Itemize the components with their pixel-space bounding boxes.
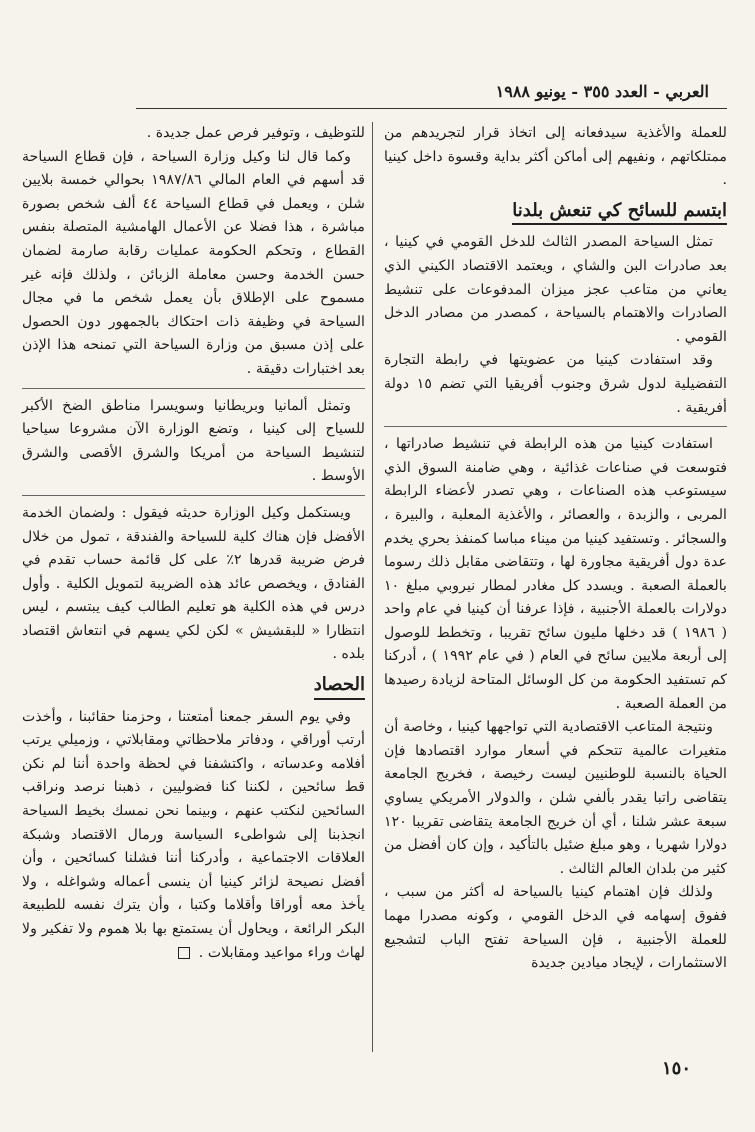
page-number: ١٥٠ bbox=[661, 1058, 691, 1079]
paragraph-separator bbox=[22, 388, 365, 389]
paragraph: وتمثل ألمانيا وبريطانيا وسويسرا مناطق الضخ الأكبر للسياح إلى كينيا ، وتضع الوزارة الآن مشروعا سياحيا لتنشيط السياحة من أمريكا والشرق الأقصى والشرق الأوسط . bbox=[22, 397, 365, 485]
paragraph: ونتيجة المتاعب الاقتصادية التي تواجهها كينيا ، وخاصة أن متغيرات عالمية تتحكم في أسعار موارد اقتصادها فإن الحياة بالنسبة للوطنيين ليست رخيصة ، فخريج الجامعة يتقاضى راتبا يقدر بألفي شلن ، والدولار الأمريكي يساوي سبعة عشر شلنا ، أي أن خريج الجامعة يتقاضى تقريبا ١٢٠ دولارا شهريا ، وهو مبلغ ضئيل بالتأكيد ، وإن كان أفضل من كثير من بلدان العالم الثالث . bbox=[384, 719, 727, 877]
paragraph: ويستكمل وكيل الوزارة حديثه فيقول : ولضمان الخدمة الأفضل فإن هناك كلية للسياحة والفندقة ، تمول من خلال فرض ضريبة قدرها ٢٪ على كل قائمة حساب تقدم في الفنادق ، ويخصص عائد هذه الضريبة لتمويل الكلية . وأول درس في هذه الكلية هو تعليم الطالب كيف يبتسم ، ليس انتظارا « للبقشيش » لكن لكي يسهم في انتعاش اقتصاد بلده . bbox=[22, 504, 365, 663]
running-header: العربي - العدد ٣٥٥ - يونيو ١٩٨٨ bbox=[495, 82, 709, 101]
end-of-article-mark bbox=[178, 947, 190, 959]
paragraph-text: وفي يوم السفر جمعنا أمتعتنا ، وحزمنا حقائبنا ، وأخذت أرتب أوراقي ، ودفاتر ملاحظاتي ومقابلاتي ، وزميلي يرتب أفلامه وعدساته ، واكتشفنا في لحظة واحدة أننا لم نكن قط سائحين ، لكننا كنا فضوليين ، ذهبنا نرصد ونراقب السائحين لنكتب عنهم ، وبينما نحن نمسك بخيط السياحة انجذبنا إلى شواطىء السياسة ورمال الاقتصاد وشبكة العلاقات الاجتماعية ، وأدركنا أننا فشلنا كسائحين ، وأن أفضل نصيحة لزائر كينيا أن ينسى أعماله وشواغله ، ولا يأخذ معه أوراقا وأقلاما وكتبا ، وأن يترك نفسه للطبيعة البكر الرائعة ، ويحاول أن يستمتع بها بلا هموم ولا تفكير ولا لهاث وراء مواعيد ومقابلات . bbox=[22, 708, 365, 961]
section-heading-harvest: الحصاد bbox=[314, 673, 365, 700]
paragraph-separator bbox=[384, 426, 727, 427]
paragraph: استفادت كينيا من هذه الرابطة في تنشيط صادراتها ، فتوسعت في صناعات غذائية ، وهي ضامنة السوق الذي سيستوعب هذه الصناعات ، وهي تصدر لأعضاء الرابطة المربى ، والزبدة ، والعصائر ، والأغذية المعلبة ، والبيرة ، والسجائر . وتستفيد كينيا من ميناء مباسا كمنفذ بحري يخدم عدة دول أفريقية مجاورة لها ، وتتقاضى مقابل ذلك رسوما بالعملة الصعبة . ويسدد كل مغادر لمطار نيروبي مبلغ ١٠ دولارات بالعملة الأجنبية ، فإذا عرفنا أن كينيا في عام واحد ( ١٩٨٦ ) قد دخلها مليون سائح تقريبا ، وتخطط للوصول إلى أربعة ملايين سائح في العام ( في عام ١٩٩٢ ) ، أدركنا كم تستفيد الحكومة من كل الوسائل المتاحة لزيادة رصيدها من العملة الصعبة . bbox=[384, 436, 727, 712]
left-column bbox=[22, 122, 365, 965]
paragraph: ولذلك فإن اهتمام كينيا بالسياحة له أكثر من سبب ، ففوق إسهامه في الدخل القومي ، وكونه مصدرا مهما للعملة الأجنبية ، فإن السياحة تفتح الباب لتشجيع الاستثمارات ، لإيجاد ميادين جديدة bbox=[384, 884, 727, 972]
section-heading-tourism: ابتسم للسائح كي تنعش بلدنا bbox=[512, 199, 727, 226]
paragraph bbox=[22, 706, 365, 966]
header-rule bbox=[136, 108, 727, 109]
column-divider bbox=[372, 122, 373, 1052]
paragraph: تمثل السياحة المصدر الثالث للدخل القومي في كينيا ، بعد صادرات البن والشاي ، ويعتمد الاقتصاد الكيني الذي يعاني من متاعب عجز ميزان المدفوعات على تنشيط الصادرات والاهتمام بالسياحة ، كمصدر من مصادر الدخل القومي . bbox=[384, 234, 727, 345]
paragraph: وكما قال لنا وكيل وزارة السياحة ، فإن قطاع السياحة قد أسهم في العام المالي ١٩٨٧/٨٦ بحوالي خمسة بلايين شلن ، ويعمل في قطاع السياحة ٤٤ ألف شخص بصورة مباشرة ، هذا فضلا عن الأعمال الهامشية المتصلة بنفس القطاع ، وتحكم الحكومة عمليات رقابة صارمة لضمان حسن الخدمة وحسن معاملة الزبائن ، ولذلك فإنه غير مسموح على الإطلاق بأن يعمل شخص ما في مجال السياحة في وظيفة ذات احتكاك بالجمهور دون الحصول على إذن مسبق من وزارة السياحة التي تمنحه هذا الإذن بعد اختبارات دقيقة . bbox=[22, 148, 365, 377]
paragraph: للتوظيف ، وتوفير فرص عمل جديدة . bbox=[146, 125, 365, 141]
paragraph: وقد استفادت كينيا من عضويتها في رابطة التجارة التفضيلية لدول شرق وجنوب أفريقيا التي تضم ١٥ دولة أفريقية . bbox=[384, 352, 727, 416]
right-column bbox=[384, 122, 727, 976]
paragraph-separator bbox=[22, 495, 365, 496]
paragraph: للعملة والأغذية سيدفعانه إلى اتخاذ قرار لتجريدهم من ممتلكاتهم ، ونفيهم إلى أماكن أكثر بداية وقسوة داخل كينيا . bbox=[384, 125, 727, 189]
